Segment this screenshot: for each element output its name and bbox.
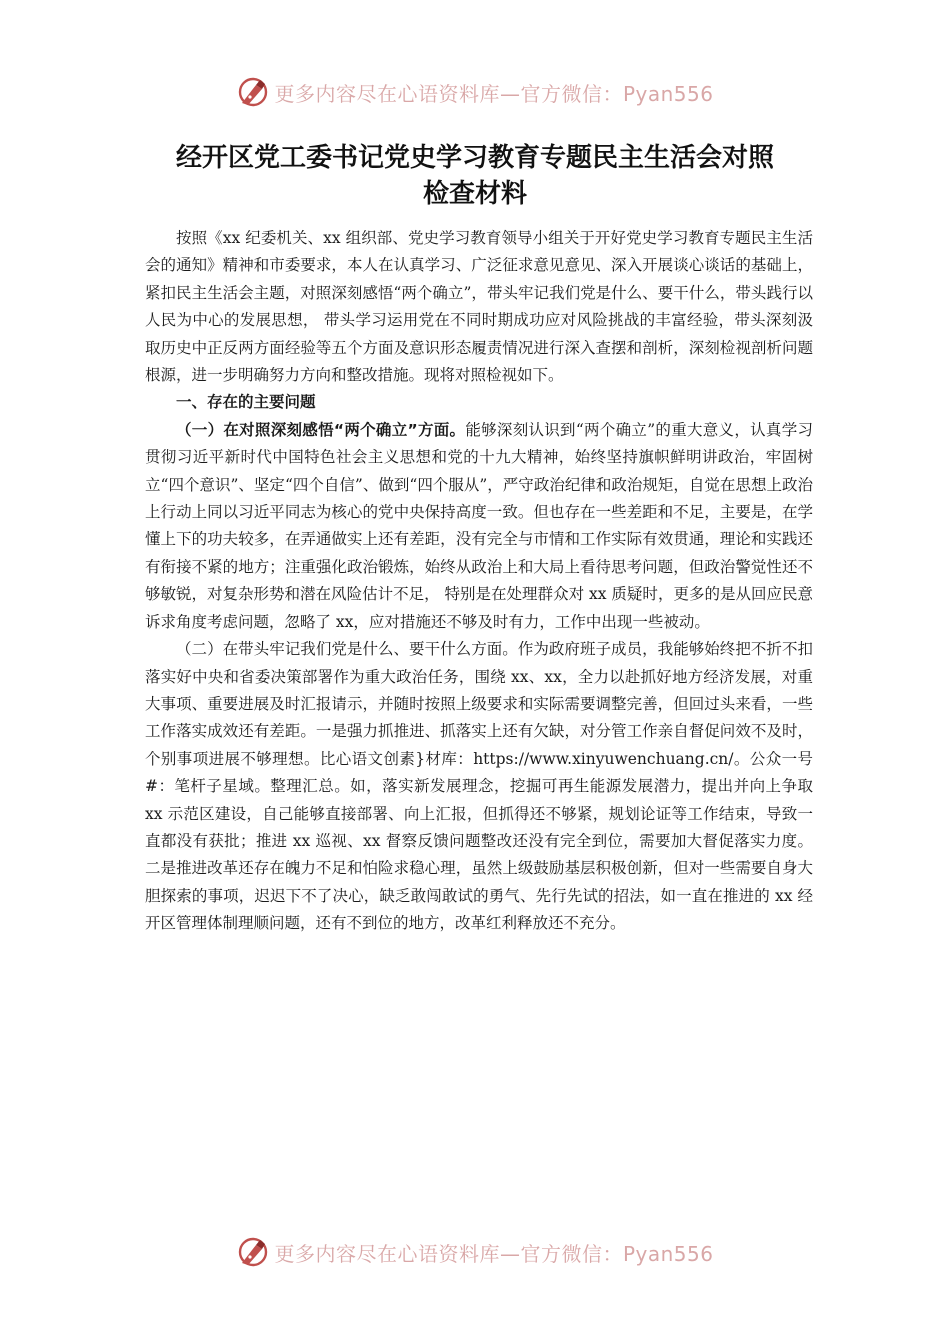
pen-nib-logo-icon [236,75,270,109]
pen-nib-logo-icon [236,1235,270,1269]
subsection-1-heading: （一）在对照深刻感悟“两个确立”方面。 [176,420,466,439]
document-title [100,140,850,212]
document-body [145,225,813,938]
subsection-1-text: 能够深刻认识到“两个确立”的重大意义，认真学习贯彻习近平新时代中国特色社会主义思想和党的十九大精神，始终坚持旗帜鲜明讲政治，牢固树立“四个意识”、坚定“四个自信”、做到“四个服从”，严守政治纪律和政治规矩，自觉在思想上政治上行动上同以习近平同志为核心的党中央保持高度一致。但也存在一些差距和不足，主要是，在学懂上下的功夫较多，在弄通做实上还有差距，没有完全与市情和工作实际有效贯通，理论和实践还有衔接不紧的地方；注重强化政治锻炼，始终从政治上和大局上看待思考问题，但政治警觉性还不够敏锐，对复杂形势和潜在风险估计不足， 特别是在处理群众对 xx 质疑时，更多的是从回应民意诉求角度考虑问题，忽略了 xx，应对措施还不够及时有力，工作中出现一些被动。 [145,420,813,631]
subsection-paragraph-1 [145,417,813,636]
footer-watermark-text: 更多内容尽在心语资料库—官方微信：Pyan556 [274,1241,714,1266]
header-watermark-banner [0,72,950,112]
title-line-1: 经开区党工委书记党史学习教育专题民主生活会对照 [175,143,774,173]
title-line-2: 检查材料 [422,179,527,209]
section-heading-1: 一、存在的主要问题 [176,393,316,412]
header-watermark-text: 更多内容尽在心语资料库—官方微信：Pyan556 [274,81,714,106]
footer-watermark-banner [0,1232,950,1272]
intro-paragraph: 按照《xx 纪委机关、xx 组织部、党史学习教育领导小组关于开好党史学习教育专题民主生活会的通知》精神和市委要求，本人在认真学习、广泛征求意见意见、深入开展谈心谈话的基础上，紧扣民主生活会主题，对照深刻感悟“两个确立”，带头牢记我们党是什么、要干什么，带头践行以人民为中心的发展思想， 带头学习运用党在不同时期成功应对风险挑战的丰富经验，带头深刻汲取历史中正反两方面经验等五个方面及意识形态履责情况进行深入查摆和剖析，深刻检视剖析问题根源，进一步明确努力方向和整改措施。现将对照检视如下。 [145,229,813,385]
subsection-paragraph-2: （二）在带头牢记我们党是什么、要干什么方面。作为政府班子成员，我能够始终把不折不扣落实好中央和省委决策部署作为重大政治任务，围绕 xx、xx，全力以赴抓好地方经济发展，对重大事项、重要进展及时汇报请示，并随时按照上级要求和实际需要调整完善，但回过头来看，一些工作落实成效还有差距。一是强力抓推进、抓落实上还有欠缺，对分管工作亲自督促问效不及时，个别事项进展不够理想。比心语文创素}材库：https://www.xinyuwenchuang.cn/。公众一号#：笔杆子星域。整理汇总。如，落实新发展理念，挖掘可再生能源发展潜力，提出并向上争取 xx 示范区建设，自己能够直接部署、向上汇报，但抓得还不够紧，规划论证等工作结束，导致一直都没有获批；推进 xx 巡视、xx 督察反馈问题整改还没有完全到位，需要加大督促落实力度。二是推进改革还存在魄力不足和怕险求稳心理，虽然上级鼓励基层积极创新，但对一些需要自身大胆探索的事项，迟迟下不了决心，缺乏敢闯敢试的勇气、先行先试的招法，如一直在推进的 xx 经开区管理体制理顺问题，还有不到位的地方，改革红利释放还不充分。 [145,640,813,933]
